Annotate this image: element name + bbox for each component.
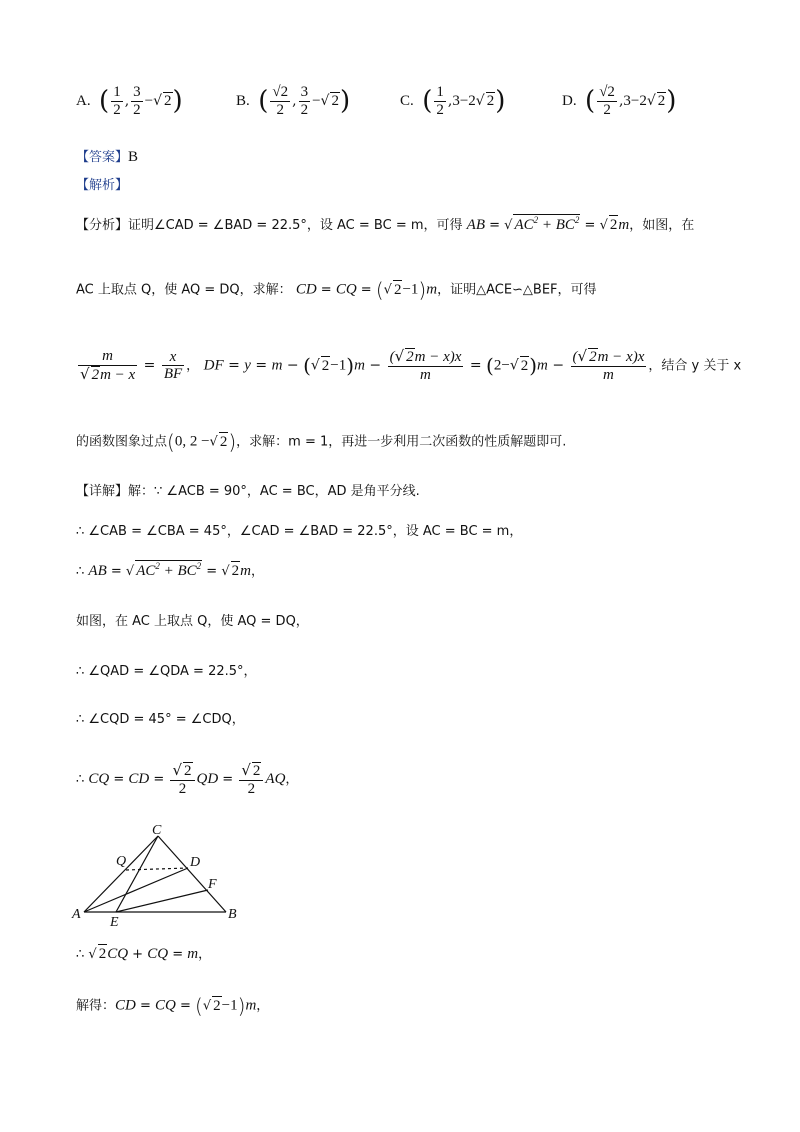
fenxi-line-1: 【分析】证明∠CAD = ∠BAD = 22.5°，设 AC = BC = m，可得 AB = √ $AC^2 + BC^2$ = √ 2m，如图，在 — [76, 215, 695, 233]
label-d: D — [190, 855, 201, 870]
fenxi-label: 【分析】 — [76, 218, 129, 233]
xiangjie-line-5: ∴ ∠QAD = ∠QDA = 22.5°， — [76, 664, 257, 679]
triangle-figure — [66, 820, 256, 930]
fenxi-line-2: AC 上取点 Q，使 AQ = DQ，求解： CD = CQ = (√ 2−1)m，证明△ACE∽△BEF，可得 — [76, 278, 597, 302]
option-c: C. ( $\frac{1}{2}$ ,3−2√ 2) — [400, 84, 506, 118]
fenxi-line-4: 的函数图象过点(0, 2 −√ 2)，求解：m = 1，再进一步利用二次函数的性质解题即可. — [76, 430, 567, 454]
xiangjie-line-9: 解得：CD = CQ = (√ 2−1)m， — [76, 994, 270, 1018]
xiangjie-line-7: ∴ CQ = CD = $\frac{√ 2}{2}$ QD = $\frac{√ 2}{2}$ AQ， — [76, 761, 299, 797]
label-a: A — [72, 907, 81, 922]
label-f: F — [208, 877, 217, 892]
xiangjie-line-6: ∴ ∠CQD = 45° = ∠CDQ， — [76, 712, 245, 727]
option-d: D. ( $\frac{√2}{2}$ ,3−2√ 2) — [562, 84, 677, 118]
option-a: A. ( $\frac{1}{2}$ , $\frac{3}{2}$ −√ 2) — [76, 84, 183, 118]
fenxi-line-3: $\frac{m}{√ 2m - x}$ = $\frac{x}{BF}$ ， DF = y = m − (√ 2−1)m − $\frac{(√ 2m - x)x}{m}$ = (2−√ 2)m − $\frac{(√ 2m - x)x}{m}$ ，结合 y 关于 x — [80, 347, 742, 383]
xiangjie-line-8: ∴ √ 2CQ + CQ = m， — [76, 946, 212, 962]
analysis-label: 【解析】 — [76, 178, 129, 193]
xiangjie-line-2: ∴ ∠CAB = ∠CBA = 45°，∠CAD = ∠BAD = 22.5°，设 AC = BC = m， — [76, 524, 523, 539]
xiangjie-line-1: 【详解】解：∵ ∠ACB = 90°，AC = BC，AD 是角平分线. — [76, 484, 420, 499]
option-b: B. ( $\frac{√2}{2}$ , $\frac{3}{2}$ −√ 2) — [236, 84, 351, 118]
answer-value: B — [128, 149, 139, 165]
xiangjie-line-4: 如图，在 AC 上取点 Q，使 AQ = DQ， — [76, 614, 309, 629]
answer-line — [76, 148, 138, 166]
label-e: E — [110, 915, 119, 930]
label-c: C — [152, 823, 162, 838]
label-q: Q — [116, 854, 127, 869]
label-b: B — [228, 907, 237, 922]
xiangjie-line-3: ∴ AB = √ $AC^2 + BC^2$ = √ 2m， — [76, 561, 264, 579]
xiangjie-label: 【详解】 — [76, 484, 129, 499]
answer-label: 【答案】 — [76, 150, 129, 165]
